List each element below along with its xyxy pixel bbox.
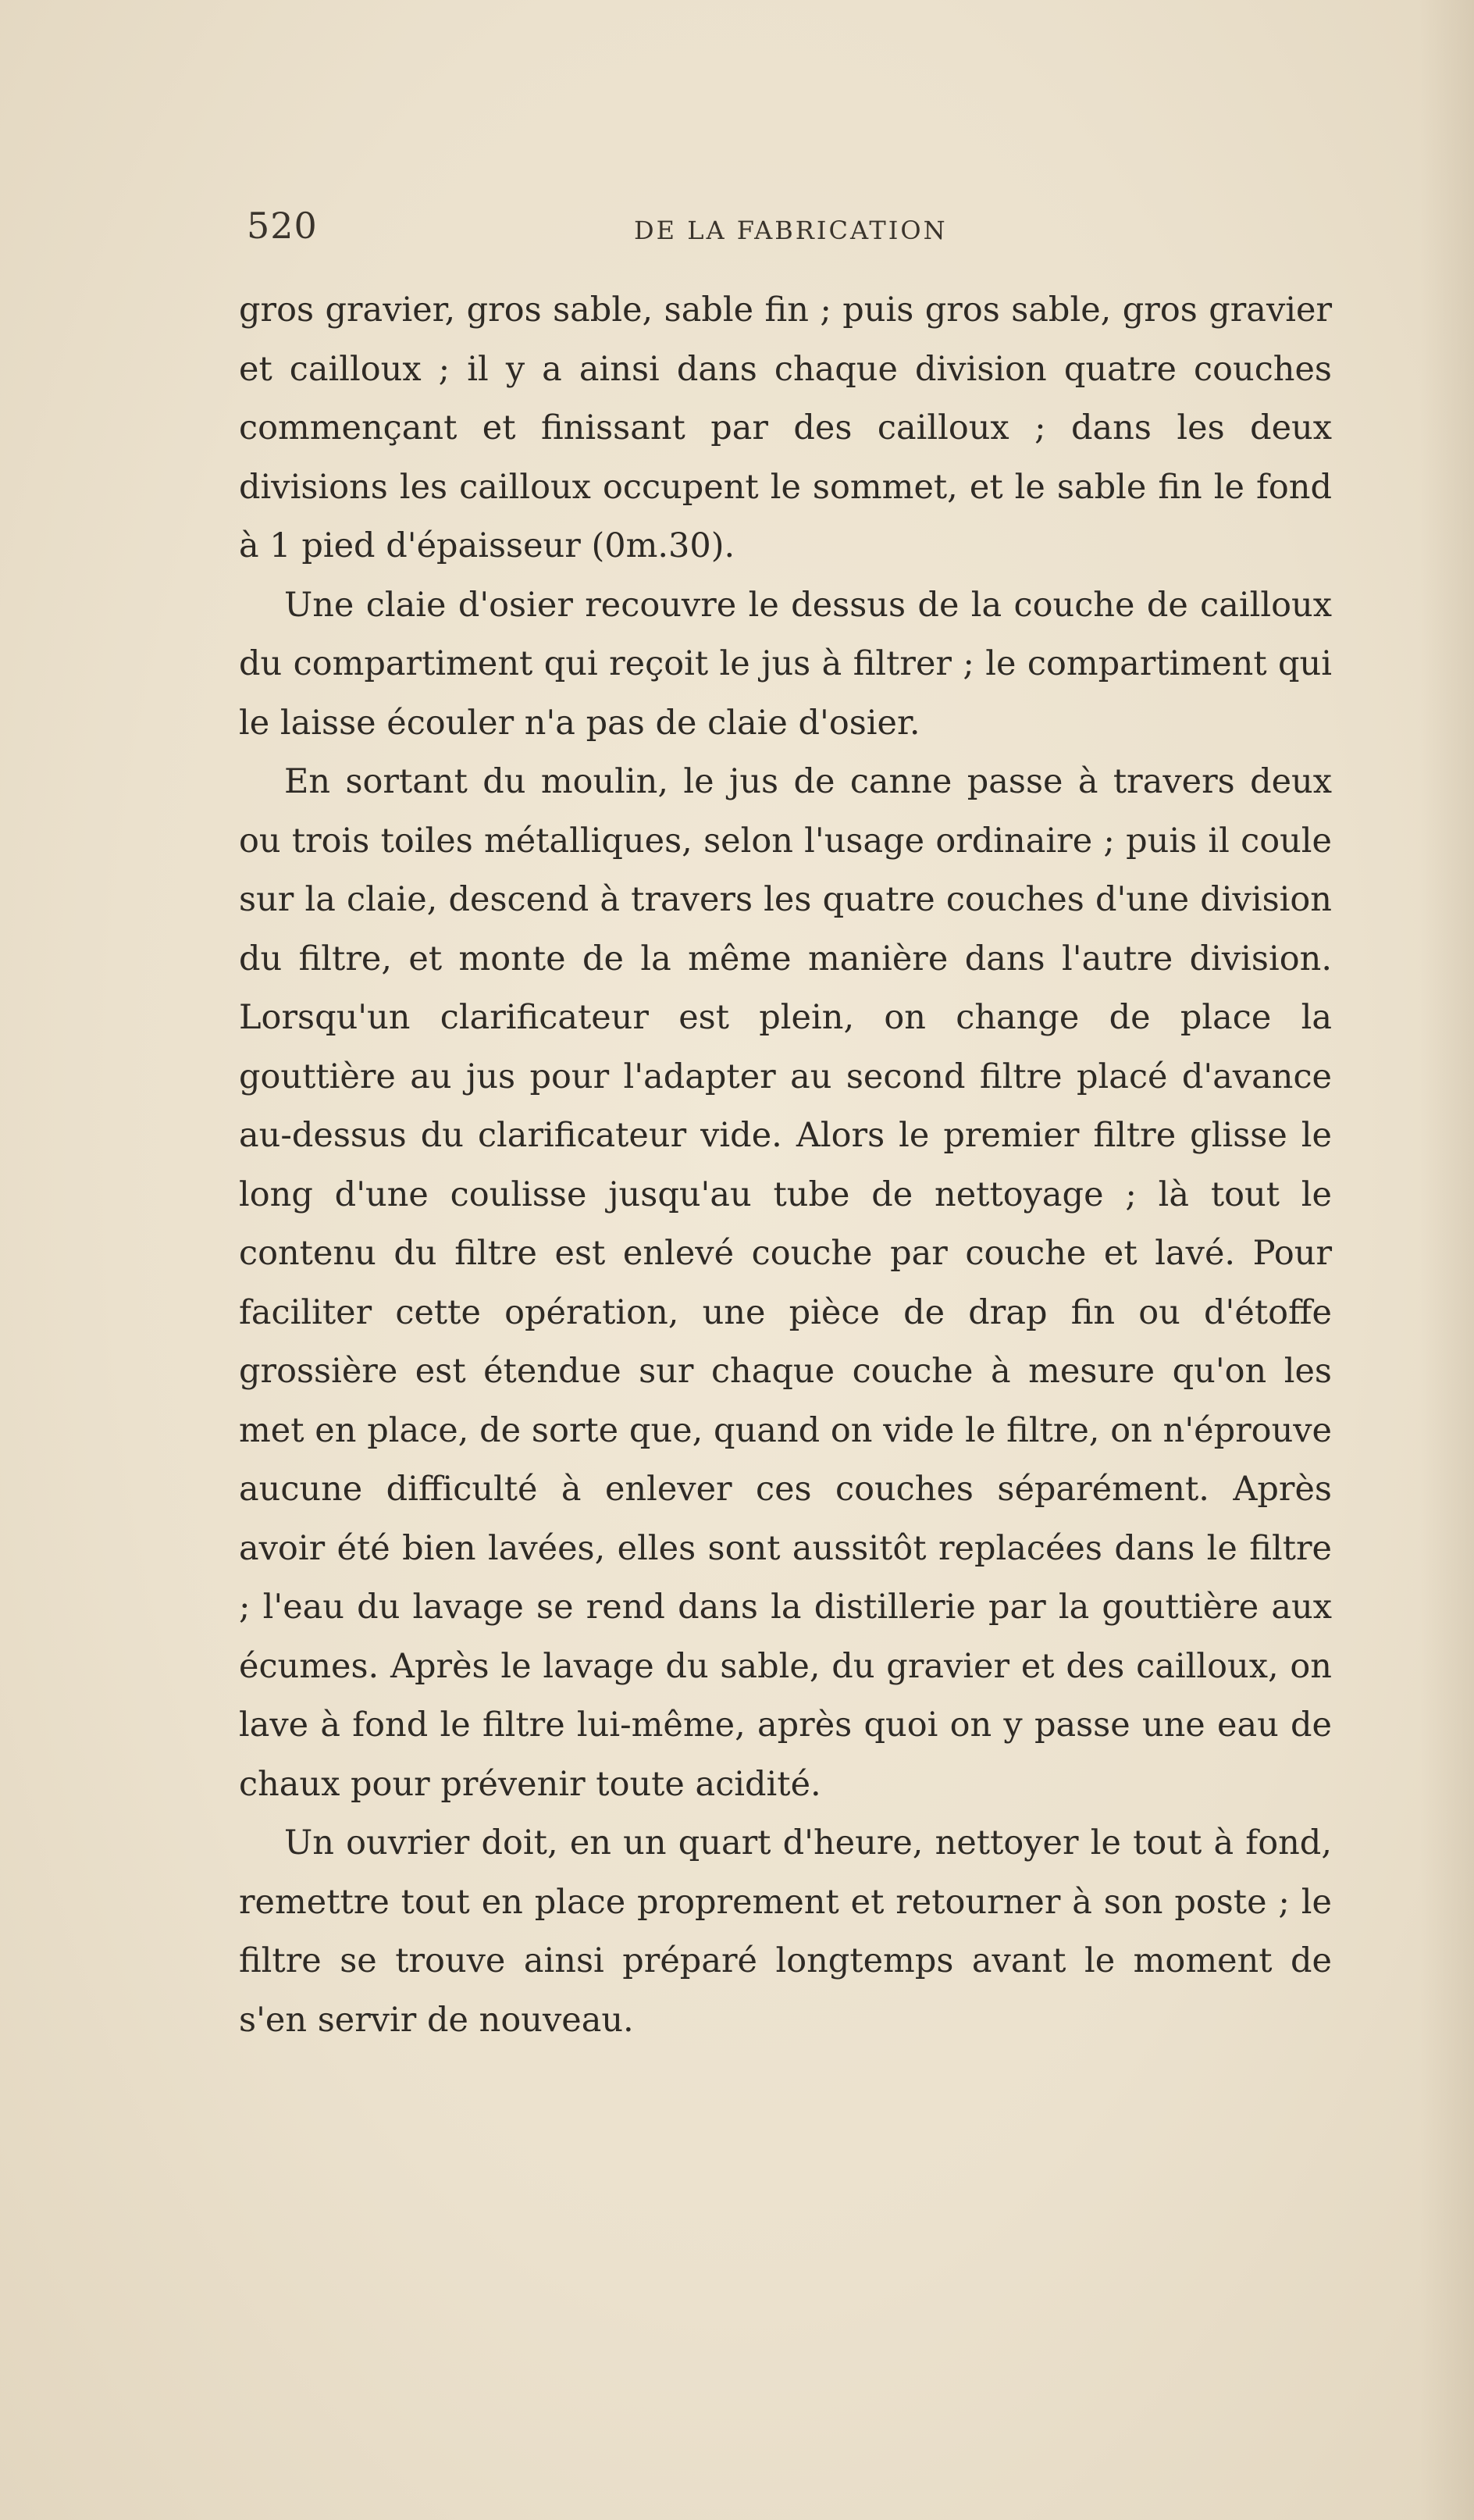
paragraph: Un ouvrier doit, en un quart d'heure, nettoyer le tout à fond, remettre tout en place proprement et retourner à son poste ; le filtre se trouve ainsi préparé longtemps avant le moment de s'en servir de nouveau. bbox=[239, 1823, 1332, 2040]
page-number: 520 bbox=[247, 205, 318, 247]
paragraph-continued: gros gravier, gros sable, sable fin ; puis gros sable, gros gravier et cailloux ; il y a ainsi dans chaque division quatre couches commençant et finissant par des cailloux ; dans les deux divisions les cailloux occupent le sommet, et le sable fin le fond à 1 pied d'épaisseur (0m.30). bbox=[239, 290, 1332, 565]
paragraph: En sortant du moulin, le jus de canne passe à travers deux ou trois toiles métalliques, selon l'usage ordinaire ; puis il coule sur la claie, descend à travers les quatre couches d'une division du filtre, et monte de la même manière dans l'autre division. Lorsqu'un clarificateur est plein, on change de place la gouttière au jus pour l'adapter au second filtre placé d'avance au-dessus du clarificateur vide. Alors le premier filtre glisse le long d'une coulisse jusqu'au tube de nettoyage ; là tout le contenu du filtre est enlevé couche par couche et lavé. Pour faciliter cette opération, une pièce de drap fin ou d'étoffe grossière est étendue sur chaque couche à mesure qu'on les met en place, de sorte que, quand on vide le filtre, on n'éprouve aucune difficulté à enlever ces couches séparément. Après avoir été bien lavées, elles sont aussitôt replacées dans le filtre ; l'eau du lavage se rend dans la distillerie par la gouttière aux écumes. Après le lavage du sable, du gravier et des cailloux, on lave à fond le filtre lui-même, après quoi on y passe une eau de chaux pour prévenir toute acidité. bbox=[239, 762, 1332, 1804]
paragraph: Une claie d'osier recouvre le dessus de la couche de cailloux du compartiment qui reçoit le jus à filtrer ; le compartiment qui le laisse écouler n'a pas de claie d'osier. bbox=[239, 585, 1332, 743]
body-text bbox=[239, 281, 1332, 2050]
page-gutter-shadow bbox=[1419, 0, 1474, 2520]
running-title: DE LA FABRICATION bbox=[634, 216, 948, 245]
page-header bbox=[247, 205, 1340, 251]
